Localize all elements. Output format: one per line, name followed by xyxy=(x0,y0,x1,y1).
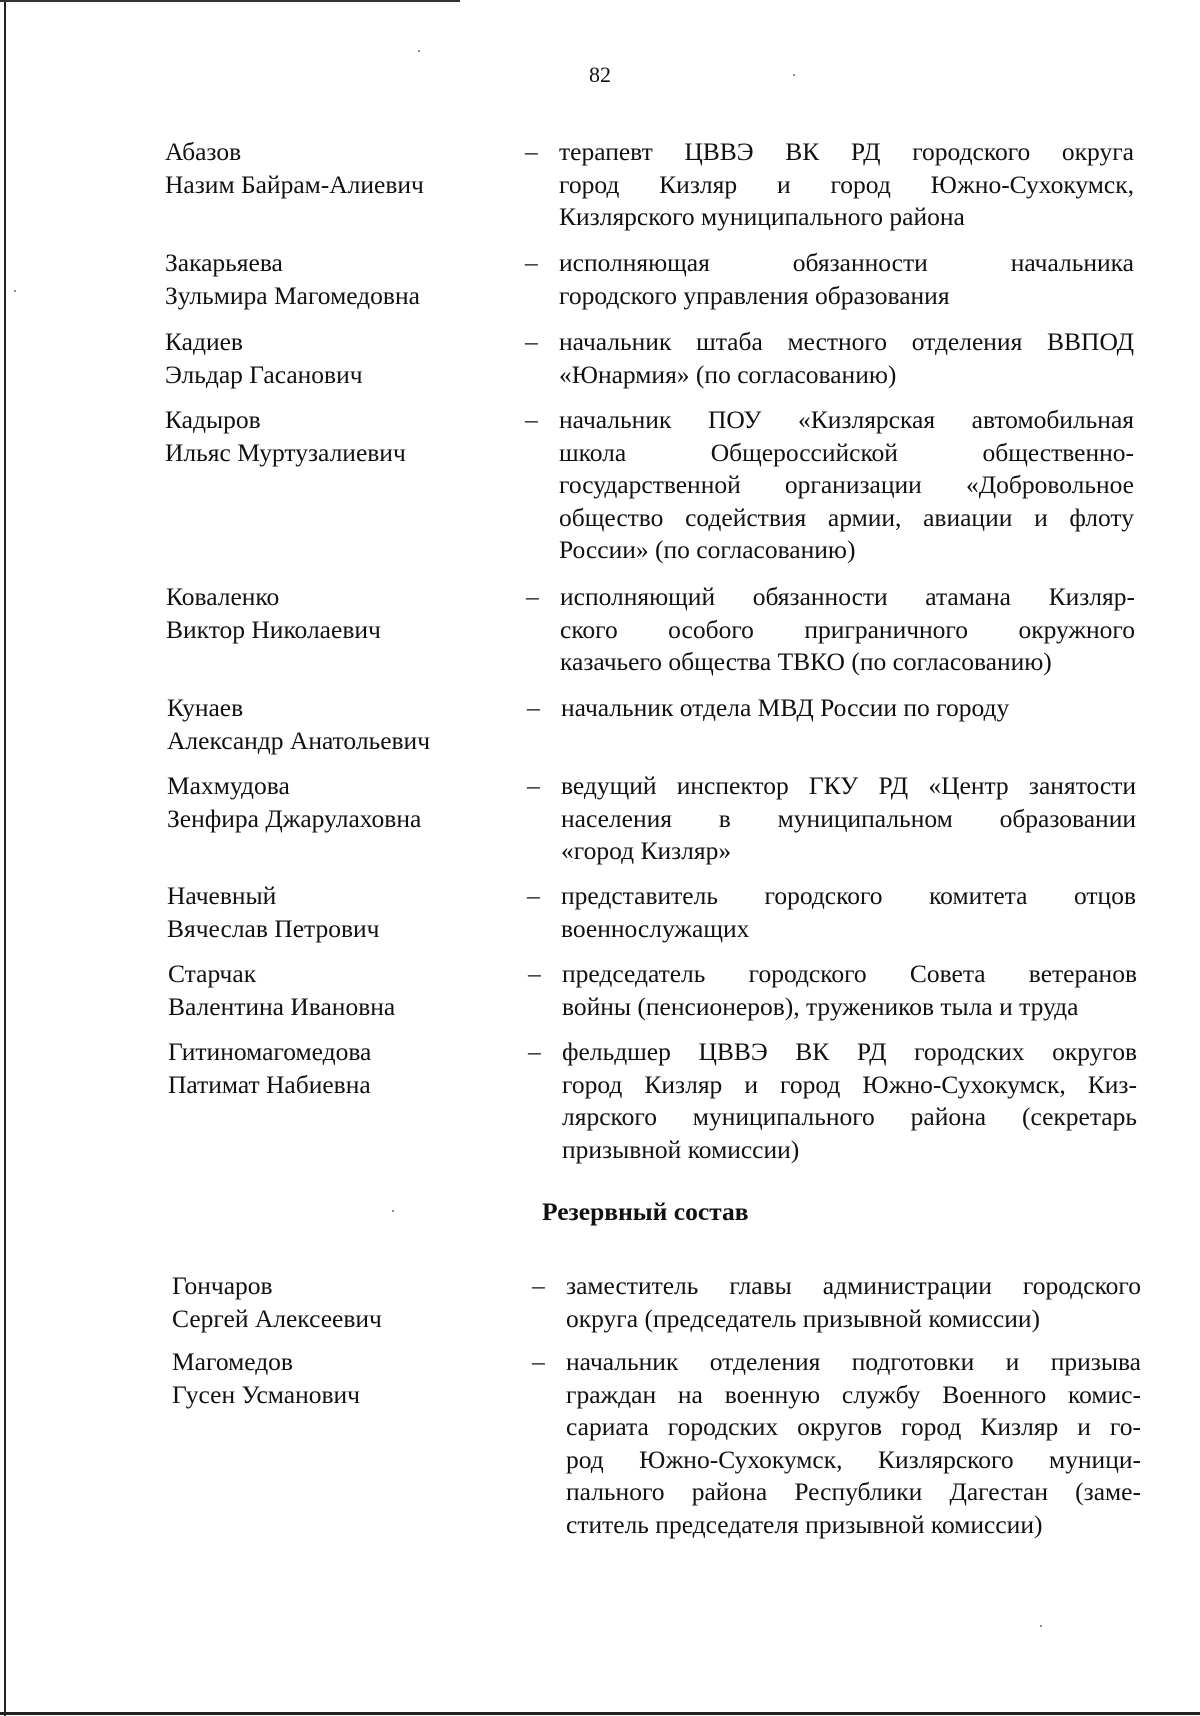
role-line: населения в муниципальном образовании xyxy=(561,803,1136,833)
scan-border-left xyxy=(4,0,6,1716)
role-line: общество содействия армии, авиации и флоту xyxy=(559,502,1134,532)
dash: – xyxy=(528,1037,541,1066)
dash: – xyxy=(525,248,538,277)
member-given-names: Патимат Набиевна xyxy=(168,1069,371,1099)
role-line: войны (пенсионеров), тружеников тыла и труда xyxy=(562,991,1079,1021)
member-surname: Закарьяева xyxy=(165,248,283,277)
member-surname: Кадыров xyxy=(165,405,261,434)
member-name xyxy=(167,692,507,757)
scan-speck xyxy=(14,290,16,292)
member-given-names: Александр Анатольевич xyxy=(167,725,431,755)
dash: – xyxy=(525,137,538,166)
role-line: призывной комиссии) xyxy=(562,1134,800,1164)
role-line: городского управления образования xyxy=(559,280,950,310)
member-given-names: Зенфира Джарулаховна xyxy=(167,803,422,833)
role-line: город Кизляр и город Южно-Сухокумск, Киз- xyxy=(562,1069,1137,1099)
member-name xyxy=(172,1346,512,1411)
role-line: пального района Республики Дагестан (заме- xyxy=(566,1477,1141,1506)
member-given-names: Валентина Ивановна xyxy=(168,991,396,1021)
member-name xyxy=(165,247,505,312)
member-role xyxy=(561,880,1136,945)
role-line: военнослужащих xyxy=(561,913,750,943)
dash: – xyxy=(532,1347,545,1376)
member-surname: Абазов xyxy=(165,137,242,166)
member-surname: Гончаров xyxy=(172,1271,273,1300)
role-line: округа (председатель призывной комиссии) xyxy=(566,1303,1041,1333)
dash: – xyxy=(527,693,540,722)
member-role xyxy=(562,1036,1137,1166)
member-surname: Коваленко xyxy=(166,582,280,611)
member-role xyxy=(566,1270,1141,1335)
role-line: «город Кизляр» xyxy=(561,836,732,865)
member-given-names: Виктор Николаевич xyxy=(166,614,381,644)
scan-speck xyxy=(418,50,420,52)
member-name xyxy=(168,1036,508,1101)
member-surname: Начевный xyxy=(167,881,277,910)
role-line: школа Общероссийской общественно- xyxy=(559,437,1134,467)
role-line: начальник штаба местного отделения ВВПОД xyxy=(559,327,1134,356)
scan-speck xyxy=(1040,1625,1042,1627)
dash: – xyxy=(527,771,540,800)
member-role xyxy=(559,326,1134,391)
member-name xyxy=(167,770,507,835)
member-surname: Старчак xyxy=(168,959,257,988)
role-line: ского особого приграничного окружного xyxy=(560,614,1135,644)
page-number: 82 xyxy=(589,62,611,87)
role-line: исполняющая обязанности начальника xyxy=(559,248,1134,277)
scan-speck xyxy=(392,1210,394,1212)
role-line: фельдшер ЦВВЭ ВК РД городских округов xyxy=(562,1037,1137,1066)
role-line: лярского муниципального района (секретарь xyxy=(562,1102,1137,1131)
member-given-names: Зульмира Магомедовна xyxy=(165,280,420,310)
dash: – xyxy=(528,959,541,988)
member-given-names: Гусен Усманович xyxy=(172,1379,360,1409)
member-role xyxy=(561,692,1136,725)
role-line: начальник отделения подготовки и призыва xyxy=(566,1347,1141,1376)
member-role xyxy=(566,1346,1141,1541)
role-line: сариата городских округов город Кизляр и го- xyxy=(566,1412,1141,1441)
dash: – xyxy=(525,327,538,356)
dash: – xyxy=(525,405,538,434)
scan-border-top xyxy=(0,0,460,2)
role-line: терапевт ЦВВЭ ВК РД городского округа xyxy=(559,137,1134,166)
role-line: ститель председателя призывной комиссии) xyxy=(566,1509,1043,1539)
role-line: казачьего общества ТВКО (по согласованию) xyxy=(560,647,1052,676)
member-given-names: Назим Байрам-Алиевич xyxy=(165,169,424,199)
role-line: начальник ПОУ «Кизлярская автомобильная xyxy=(559,405,1134,434)
member-surname: Махмудова xyxy=(167,771,290,800)
member-name xyxy=(166,581,506,646)
member-name xyxy=(165,136,505,201)
reserve-section-title: Резервный состав xyxy=(542,1197,749,1226)
member-surname: Кунаев xyxy=(167,693,244,722)
role-line: Кизлярского муниципального района xyxy=(559,202,965,231)
member-role xyxy=(559,136,1134,234)
role-line: заместитель главы администрации городского xyxy=(566,1271,1141,1300)
role-line: России» (по согласованию) xyxy=(559,535,856,564)
dash: – xyxy=(527,881,540,910)
role-line: род Южно-Сухокумск, Кизлярского муници- xyxy=(566,1444,1141,1474)
role-line: исполняющий обязанности атамана Кизляр- xyxy=(560,582,1135,611)
member-given-names: Вячеслав Петрович xyxy=(167,913,380,943)
role-line: представитель городского комитета отцов xyxy=(561,881,1136,910)
member-role xyxy=(559,247,1134,312)
role-line: «Юнармия» (по согласованию) xyxy=(559,359,897,389)
member-surname: Магомедов xyxy=(172,1347,293,1376)
member-name xyxy=(168,958,508,1023)
member-role xyxy=(559,404,1134,567)
role-line: граждан на военную службу Военного комис- xyxy=(566,1379,1141,1409)
member-given-names: Ильяс Муртузалиевич xyxy=(165,437,406,467)
dash: – xyxy=(532,1271,545,1300)
member-name xyxy=(165,326,505,391)
member-role xyxy=(560,581,1135,679)
member-role xyxy=(561,770,1136,868)
scan-border-bottom xyxy=(0,1712,1200,1715)
role-line: председатель городского Совета ветеранов xyxy=(562,959,1137,988)
role-line: город Кизляр и город Южно-Сухокумск, xyxy=(559,169,1134,199)
member-name xyxy=(172,1270,512,1335)
dash: – xyxy=(526,582,539,611)
member-surname: Кадиев xyxy=(165,327,243,356)
member-surname: Гитиномагомедова xyxy=(168,1037,372,1066)
member-name xyxy=(167,880,507,945)
member-role xyxy=(562,958,1137,1023)
member-given-names: Эльдар Гасанович xyxy=(165,359,363,389)
role-line: начальник отдела МВД России по городу xyxy=(561,693,1010,722)
member-name xyxy=(165,404,505,469)
role-line: государственной организации «Добровольное xyxy=(559,470,1134,499)
role-line: ведущий инспектор ГКУ РД «Центр занятости xyxy=(561,771,1136,800)
member-given-names: Сергей Алексеевич xyxy=(172,1303,382,1333)
